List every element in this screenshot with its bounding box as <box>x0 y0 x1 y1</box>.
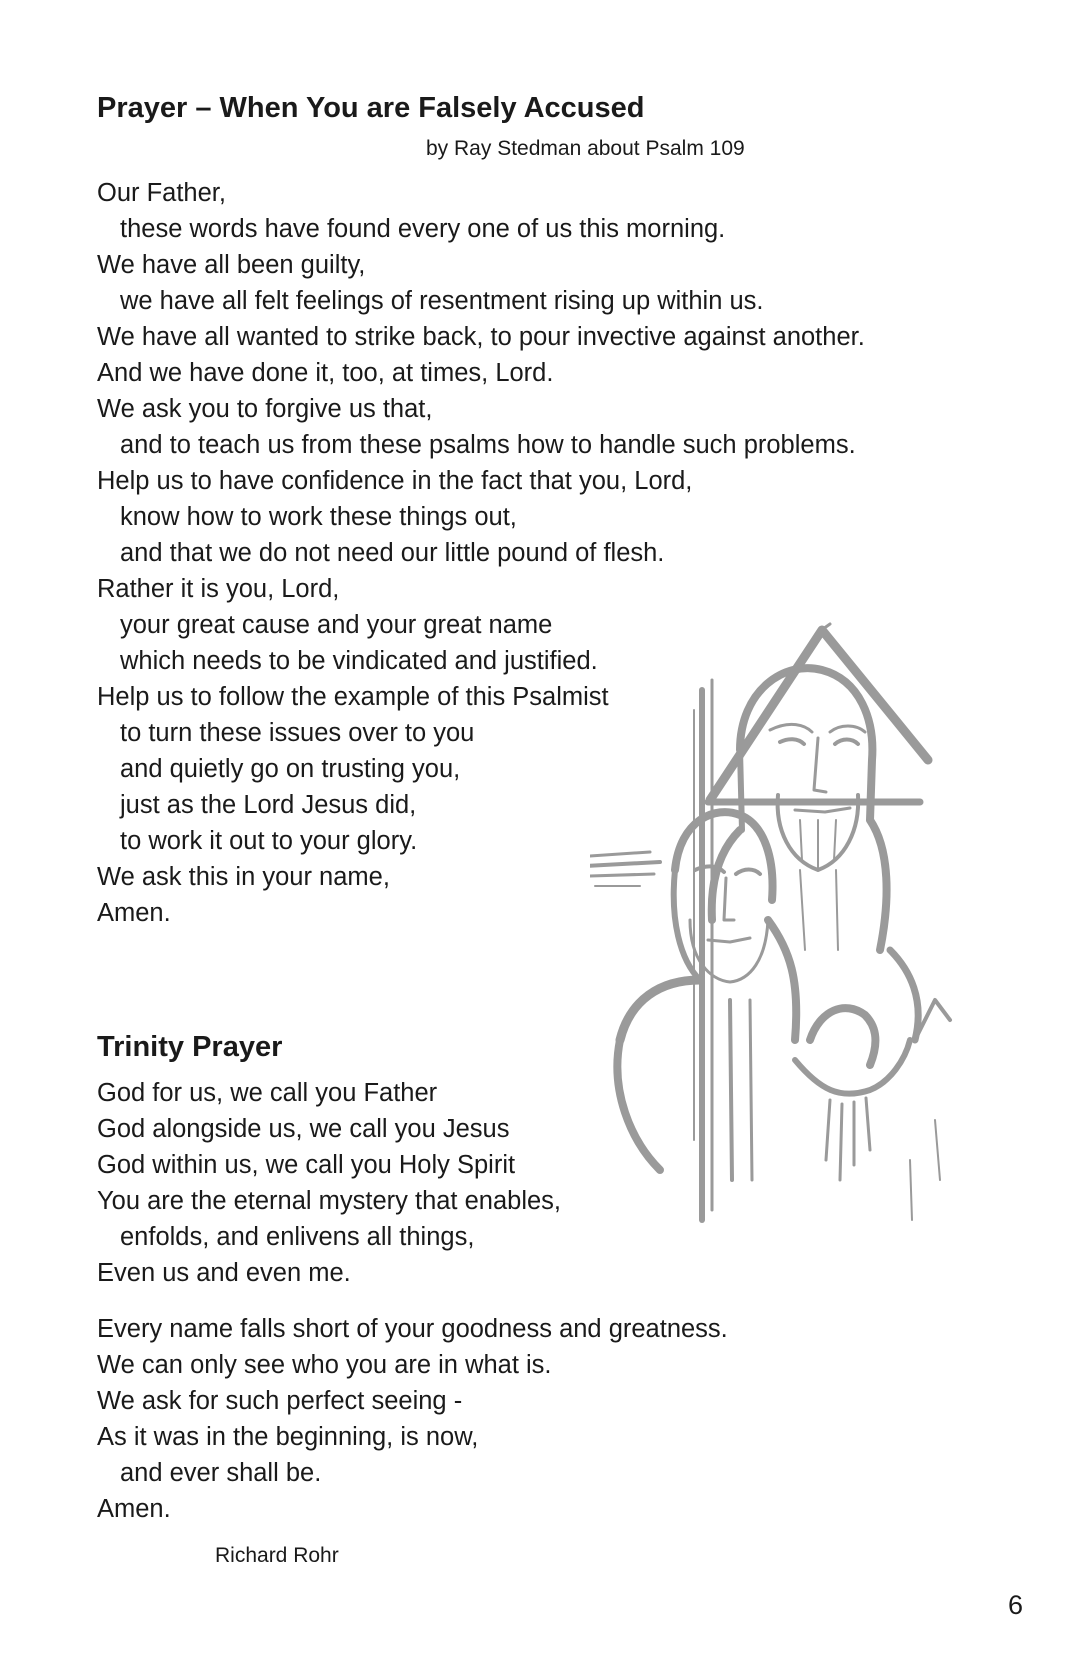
text-line: Help us to follow the example of this Psalmist <box>97 683 609 711</box>
text-line: which needs to be vindicated and justified. <box>120 647 598 675</box>
text-line: Every name falls short of your goodness and greatness. <box>97 1315 728 1343</box>
trinity-stanza-2 <box>97 1311 1057 1527</box>
prayer-byline: by Ray Stedman about Psalm 109 <box>426 137 745 160</box>
text-line: to turn these issues over to you <box>120 719 475 747</box>
text-line: and ever shall be. <box>120 1459 322 1487</box>
text-line: Amen. <box>97 899 171 927</box>
text-line: to work it out to your glory. <box>120 827 418 855</box>
text-line: these words have found every one of us this morning. <box>120 215 726 243</box>
author-name: Richard Rohr <box>215 1544 339 1567</box>
text-line: And we have done it, too, at times, Lord. <box>97 359 554 387</box>
text-line: and to teach us from these psalms how to handle such problems. <box>120 431 856 459</box>
text-line: We can only see who you are in what is. <box>97 1351 552 1379</box>
text-line: God for us, we call you Father <box>97 1079 438 1107</box>
text-line: You are the eternal mystery that enables, <box>97 1187 562 1215</box>
text-line: We ask for such perfect seeing - <box>97 1387 463 1415</box>
text-line: We have all wanted to strike back, to pour invective against another. <box>97 323 865 351</box>
text-line: Even us and even me. <box>97 1259 351 1287</box>
text-line: Amen. <box>97 1495 171 1523</box>
prayer-text-block <box>97 175 1057 931</box>
trinity-prayer-title: Trinity Prayer <box>97 1031 283 1063</box>
text-line: As it was in the beginning, is now, <box>97 1423 479 1451</box>
text-line: Our Father, <box>97 179 226 207</box>
text-line: Help us to have confidence in the fact that you, Lord, <box>97 467 693 495</box>
text-line: and that we do not need our little pound of flesh. <box>120 539 665 567</box>
text-line: we have all felt feelings of resentment rising up within us. <box>120 287 764 315</box>
trinity-stanza-1 <box>97 1075 1057 1291</box>
text-line: your great cause and your great name <box>120 611 553 639</box>
text-line: God within us, we call you Holy Spirit <box>97 1151 516 1179</box>
text-line: We have all been guilty, <box>97 251 366 279</box>
text-line: know how to work these things out, <box>120 503 517 531</box>
text-line: just as the Lord Jesus did, <box>120 791 417 819</box>
text-line: enfolds, and enlivens all things, <box>120 1223 475 1251</box>
text-line: We ask this in your name, <box>97 863 390 891</box>
text-line: Rather it is you, Lord, <box>97 575 340 603</box>
page-number: 6 <box>1008 1590 1024 1620</box>
text-line: and quietly go on trusting you, <box>120 755 461 783</box>
text-line: We ask you to forgive us that, <box>97 395 433 423</box>
text-line: God alongside us, we call you Jesus <box>97 1115 510 1143</box>
prayer-title: Prayer – When You are Falsely Accused <box>97 92 645 124</box>
